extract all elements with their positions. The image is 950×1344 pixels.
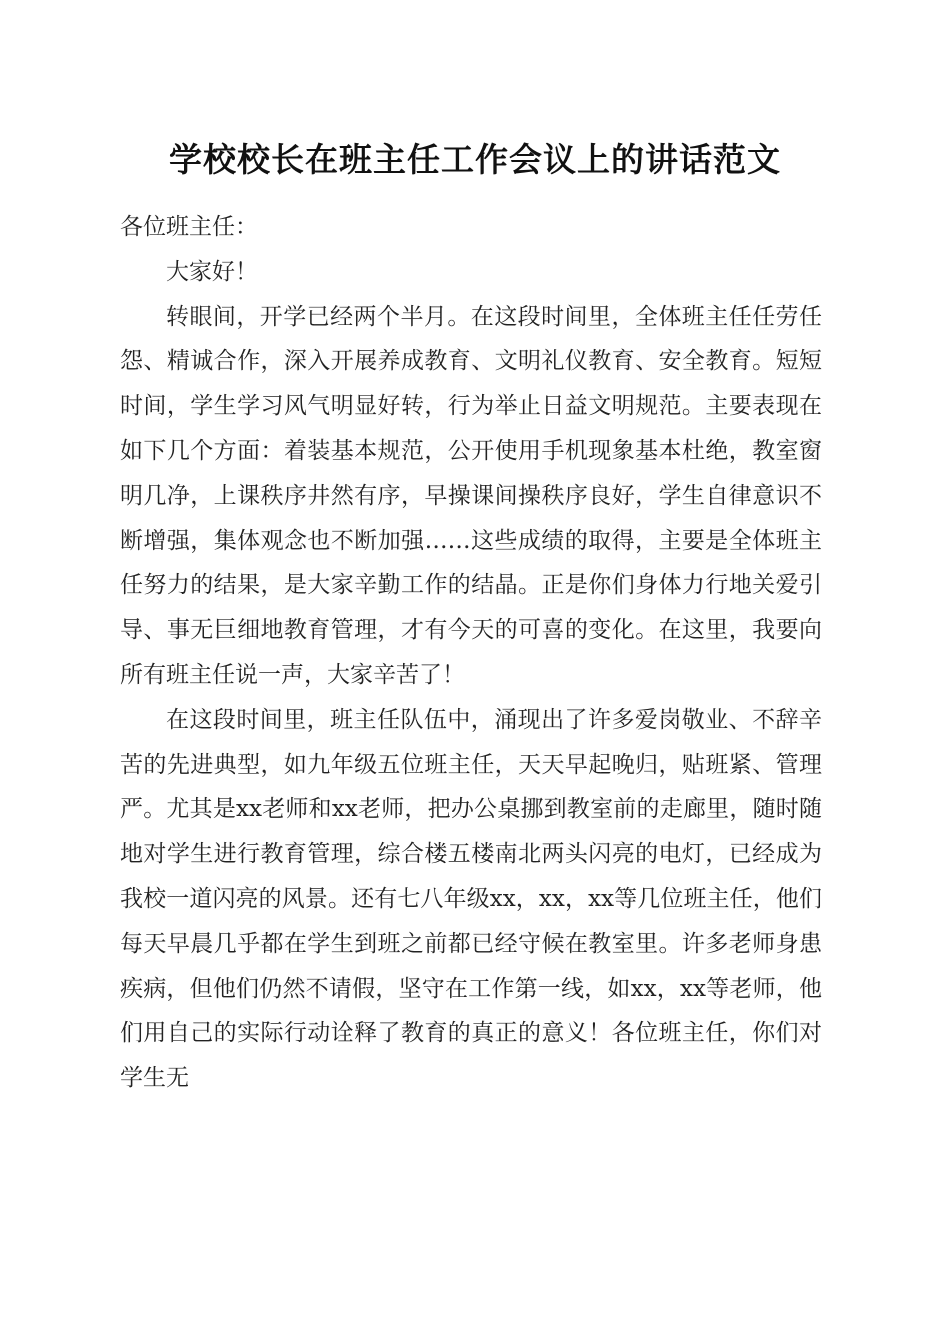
salutation: 各位班主任：	[120, 214, 258, 240]
paragraph-exemplary-teachers: 在这段时间里，班主任队伍中，涌现出了许多爱岗敬业、不辞辛苦的先进典型，如九年级五位班主任，天天早起晚归，贴班紧、管理严。尤其是xx老师和xx老师，把办公桌挪到教室前的走廊里，随时随地对学生进行教育管理，综合楼五楼南北两头闪亮的电灯，已经成为我校一道闪亮的风景。还有七八年级xx，xx，xx等几位班主任，他们每天早晨几乎都在学生到班之前都已经守候在教室里。许多老师身患疾病，但他们仍然不请假，坚守在工作第一线，如xx，xx等老师，他们用自己的实际行动诠释了教育的真正的意义！各位班主任，你们对学生无	[120, 706, 822, 1092]
document-body	[120, 205, 822, 1101]
document-title: 学校校长在班主任工作会议上的讲话范文	[169, 140, 781, 179]
paragraph-achievements: 转眼间，开学已经两个半月。在这段时间里，全体班主任任劳任怨、精诚合作，深入开展养成教育、文明礼仪教育、安全教育。短短时间，学生学习风气明显好转，行为举止日益文明规范。主要表现在如下几个方面：着装基本规范，公开使用手机现象基本杜绝，教室窗明几净，上课秩序井然有序，早操课间操秩序良好，学生自律意识不断增强，集体观念也不断加强……这些成绩的取得，主要是全体班主任努力的结果，是大家辛勤工作的结晶。正是你们身体力行地关爱引导、事无巨细地教育管理，才有今天的可喜的变化。在这里，我要向所有班主任说一声，大家辛苦了！	[120, 303, 822, 688]
paragraph-greeting: 大家好！	[166, 258, 258, 285]
